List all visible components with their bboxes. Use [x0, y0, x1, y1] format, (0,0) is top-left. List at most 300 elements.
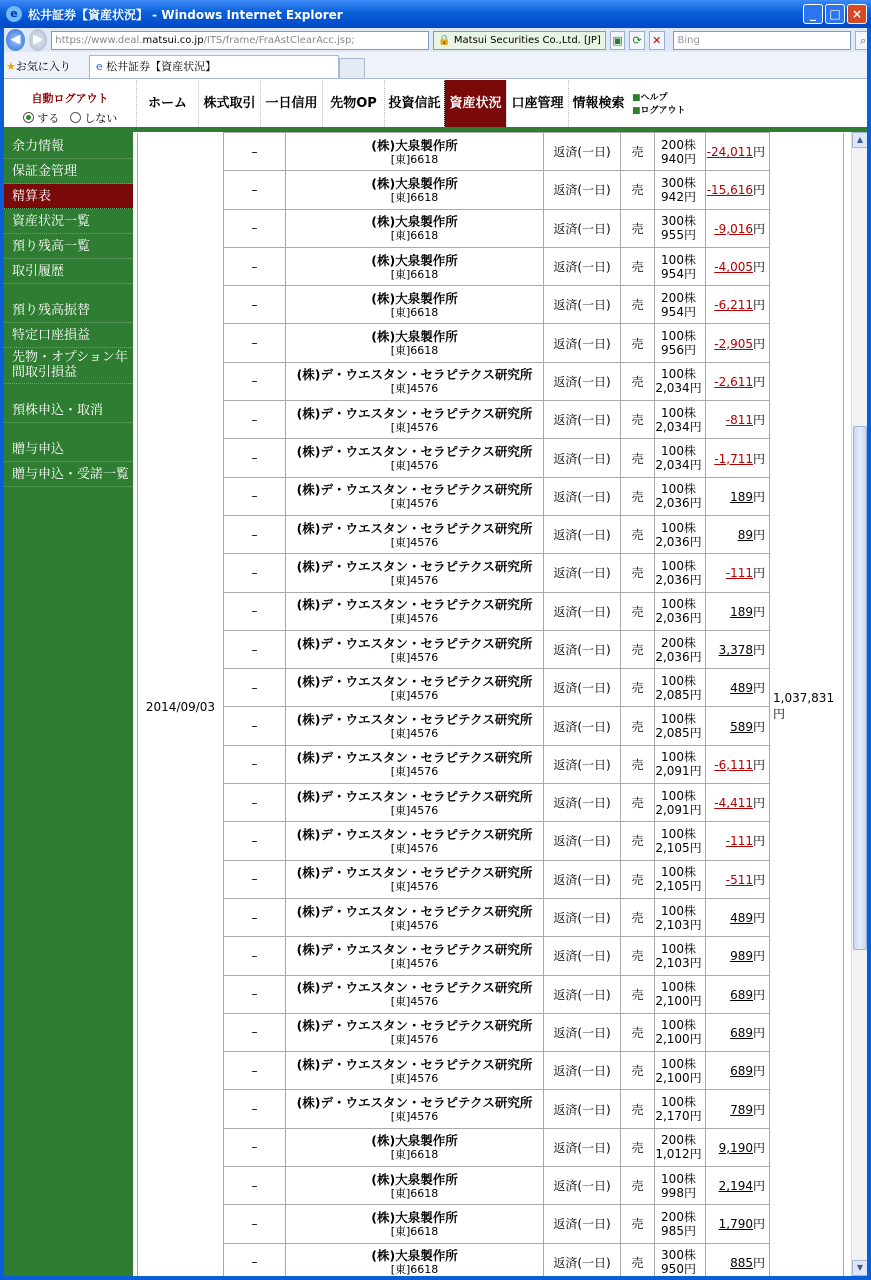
search-input[interactable]: Bing — [673, 31, 852, 50]
trade-type-cell: 返済(一日) — [544, 1013, 621, 1051]
stock-name: (株)デ・ウエスタン・セラピテクス研究所 — [296, 788, 533, 804]
profit-loss-link[interactable]: -9,016 — [714, 221, 753, 236]
sidebar-item[interactable]: 贈与申込 — [4, 437, 133, 462]
qty-price-cell: 100株 2,091円 — [655, 784, 706, 822]
stock-cell — [286, 669, 544, 707]
profit-loss-link[interactable]: -6,111 — [714, 757, 753, 772]
stock-name: (株)デ・ウエスタン・セラピテクス研究所 — [296, 482, 533, 498]
menu-item-3[interactable]: 先物OP — [322, 80, 384, 127]
table-row — [138, 1128, 844, 1166]
side-cell: 売 — [621, 975, 655, 1013]
side-cell: 売 — [621, 784, 655, 822]
refresh-icon[interactable]: ⟳ — [629, 31, 645, 50]
trade-type-cell: 返済(一日) — [544, 630, 621, 668]
table-row — [138, 515, 844, 553]
stock-name: (株)デ・ウエスタン・セラピテクス研究所 — [296, 597, 533, 613]
profit-loss-link[interactable]: -2,905 — [714, 336, 753, 351]
stock-name: (株)デ・ウエスタン・セラピテクス研究所 — [296, 826, 533, 842]
stock-code: [東]4576 — [390, 535, 439, 549]
table-row — [138, 554, 844, 592]
profit-loss-link[interactable]: 989 — [730, 949, 753, 964]
trade-type-cell: 返済(一日) — [544, 1167, 621, 1205]
stock-cell — [286, 247, 544, 285]
profit-loss-cell[interactable]: -1,711円 — [706, 439, 770, 477]
qty-price-cell: 100株 2,036円 — [655, 554, 706, 592]
table-row — [138, 362, 844, 400]
profit-loss-link[interactable]: -111 — [725, 834, 753, 849]
side-cell: 売 — [621, 209, 655, 247]
profit-loss-cell[interactable]: -15,616円 — [706, 171, 770, 209]
profit-loss-cell[interactable]: 9,190円 — [706, 1128, 770, 1166]
trade-type-cell: 返済(一日) — [544, 209, 621, 247]
vertical-scrollbar[interactable] — [851, 132, 867, 1276]
dash-cell: – — [224, 630, 286, 668]
logout-link[interactable]: ■ログアウト — [632, 106, 686, 116]
side-cell: 売 — [621, 554, 655, 592]
trade-type-cell: 返済(一日) — [544, 1052, 621, 1090]
table-row — [138, 324, 844, 362]
profit-loss-cell[interactable]: -511円 — [706, 860, 770, 898]
dash-cell: – — [224, 745, 286, 783]
profit-loss-cell[interactable]: -4,411円 — [706, 784, 770, 822]
sidebar-gap — [4, 384, 133, 398]
side-cell: 売 — [621, 401, 655, 439]
stock-cell — [286, 592, 544, 630]
stock-cell — [286, 898, 544, 936]
stock-name: (株)デ・ウエスタン・セラピテクス研究所 — [296, 367, 533, 383]
stock-code: [東]4576 — [390, 382, 439, 396]
dash-cell: – — [224, 439, 286, 477]
side-cell: 売 — [621, 171, 655, 209]
stock-code: [東]4576 — [390, 995, 439, 1009]
table-row — [138, 898, 844, 936]
profit-loss-cell[interactable]: 689円 — [706, 975, 770, 1013]
close-button[interactable]: × — [847, 4, 867, 24]
sidebar-item[interactable]: 先物・オプション年間取引損益 — [4, 348, 133, 384]
new-tab-button[interactable] — [339, 58, 365, 78]
profit-loss-link[interactable]: 489 — [730, 681, 753, 696]
stock-name: (株)デ・ウエスタン・セラピテクス研究所 — [296, 980, 533, 996]
side-cell: 売 — [621, 1013, 655, 1051]
stock-code: [東]4576 — [390, 573, 439, 587]
sidebar-item[interactable]: 預り残高振替 — [4, 298, 133, 323]
side-cell: 売 — [621, 707, 655, 745]
menu-item-2[interactable]: 一日信用 — [260, 80, 322, 127]
profit-loss-cell[interactable]: -2,905円 — [706, 324, 770, 362]
stock-code: [東]6618 — [390, 1148, 439, 1162]
sidebar-item[interactable]: 贈与申込・受諾一覧 — [4, 462, 133, 487]
profit-loss-cell[interactable]: -9,016円 — [706, 209, 770, 247]
dash-cell: – — [224, 515, 286, 553]
stop-icon[interactable]: ✕ — [649, 31, 665, 50]
window-frame-bottom — [0, 1276, 871, 1280]
profit-loss-link[interactable]: 689 — [730, 987, 753, 1002]
table-row — [138, 937, 844, 975]
table-row — [138, 630, 844, 668]
dash-cell: – — [224, 1128, 286, 1166]
qty-price-cell: 100株 2,036円 — [655, 592, 706, 630]
trade-type-cell: 返済(一日) — [544, 247, 621, 285]
site-header — [4, 80, 867, 132]
side-cell: 売 — [621, 286, 655, 324]
profit-loss-cell[interactable]: 1,790円 — [706, 1205, 770, 1243]
help-link[interactable]: ■ヘルプ — [632, 93, 668, 103]
dash-cell: – — [224, 707, 286, 745]
trade-type-cell: 返済(一日) — [544, 937, 621, 975]
stock-cell — [286, 860, 544, 898]
sidebar-item[interactable]: 特定口座損益 — [4, 323, 133, 348]
stock-code: [東]6618 — [390, 1263, 439, 1276]
auto-logout-off-label: しない — [84, 112, 118, 125]
profit-loss-cell[interactable]: 189円 — [706, 477, 770, 515]
profit-loss-link[interactable]: -15,616 — [706, 183, 753, 198]
profit-loss-cell[interactable]: 2,194円 — [706, 1167, 770, 1205]
ssl-label: Matsui Securities Co.,Ltd. [JP] — [453, 34, 601, 46]
side-cell: 売 — [621, 1128, 655, 1166]
side-cell: 売 — [621, 477, 655, 515]
favorites-button[interactable] — [6, 56, 71, 78]
url-prefix: https://www.deal. — [55, 34, 143, 46]
side-cell: 売 — [621, 1090, 655, 1128]
profit-loss-cell[interactable]: -6,211円 — [706, 286, 770, 324]
side-cell: 売 — [621, 592, 655, 630]
stock-name: (株)大泉製作所 — [371, 175, 458, 191]
scroll-up-icon[interactable]: ▲ — [852, 132, 868, 148]
trade-type-cell: 返済(一日) — [544, 822, 621, 860]
qty-price-cell: 100株 954円 — [655, 247, 706, 285]
stock-code: [東]4576 — [390, 612, 439, 626]
profit-loss-link[interactable]: -4,411 — [714, 796, 753, 811]
profit-loss-link[interactable]: -24,011 — [706, 145, 753, 160]
profit-loss-link[interactable]: -1,711 — [714, 451, 753, 466]
sidebar-item[interactable]: 預株申込・取消 — [4, 398, 133, 423]
forward-arrow-icon[interactable]: ▶ — [29, 29, 48, 51]
stock-name: (株)大泉製作所 — [371, 329, 458, 345]
stock-name: (株)デ・ウエスタン・セラピテクス研究所 — [296, 635, 533, 651]
trade-type-cell: 返済(一日) — [544, 975, 621, 1013]
dash-cell: – — [224, 209, 286, 247]
profit-loss-cell[interactable]: 89円 — [706, 515, 770, 553]
table-row — [138, 1205, 844, 1243]
profit-loss-link[interactable]: -511 — [725, 872, 753, 887]
trade-type-cell: 返済(一日) — [544, 1090, 621, 1128]
profit-loss-cell[interactable]: 885円 — [706, 1243, 770, 1276]
stock-code: [東]6618 — [390, 229, 439, 243]
profit-loss-link[interactable]: 9,190 — [718, 1140, 753, 1155]
stock-code: [東]4576 — [390, 727, 439, 741]
qty-price-cell: 300株 942円 — [655, 171, 706, 209]
profit-loss-cell[interactable]: -811円 — [706, 401, 770, 439]
side-cell: 売 — [621, 439, 655, 477]
stock-name: (株)大泉製作所 — [371, 1133, 458, 1149]
qty-price-cell: 100株 956円 — [655, 324, 706, 362]
profit-loss-link[interactable]: 589 — [730, 719, 753, 734]
menu-item-0[interactable]: ホーム — [136, 80, 198, 127]
window-frame-left — [0, 28, 4, 1280]
profit-loss-cell[interactable]: 489円 — [706, 669, 770, 707]
profit-loss-cell[interactable]: 489円 — [706, 898, 770, 936]
window-frame-right — [867, 28, 871, 1280]
stock-cell — [286, 554, 544, 592]
stock-code: [東]6618 — [390, 1224, 439, 1238]
stock-cell — [286, 401, 544, 439]
compat-view-icon[interactable]: ▣ — [610, 31, 626, 50]
qty-price-cell: 100株 2,100円 — [655, 1013, 706, 1051]
stock-code: [東]4576 — [390, 1110, 439, 1124]
stock-cell — [286, 362, 544, 400]
stock-name: (株)大泉製作所 — [371, 1209, 458, 1225]
dash-cell: – — [224, 286, 286, 324]
stock-cell — [286, 784, 544, 822]
table-row — [138, 477, 844, 515]
table-row — [138, 286, 844, 324]
qty-price-cell: 200株 940円 — [655, 133, 706, 171]
qty-price-cell: 200株 1,012円 — [655, 1128, 706, 1166]
trade-type-cell: 返済(一日) — [544, 171, 621, 209]
trade-type-cell: 返済(一日) — [544, 362, 621, 400]
dash-cell: – — [224, 1205, 286, 1243]
profit-loss-cell[interactable]: -24,011円 — [706, 133, 770, 171]
sidebar-item[interactable]: 余力情報 — [4, 134, 133, 159]
dash-cell: – — [224, 247, 286, 285]
profit-loss-link[interactable]: 1,790 — [718, 1217, 753, 1232]
table-row — [138, 1090, 844, 1128]
side-cell: 売 — [621, 745, 655, 783]
stock-cell — [286, 1013, 544, 1051]
stock-cell — [286, 477, 544, 515]
profit-loss-link[interactable]: 89 — [737, 528, 753, 543]
dash-cell: – — [224, 1013, 286, 1051]
profit-loss-link[interactable]: 689 — [730, 1025, 753, 1040]
auto-logout-on-radio[interactable] — [23, 112, 34, 123]
auto-logout-off-radio[interactable] — [70, 112, 81, 123]
qty-price-cell: 100株 2,085円 — [655, 669, 706, 707]
profit-loss-cell[interactable]: -2,611円 — [706, 362, 770, 400]
lock-icon: 🔒 — [438, 34, 451, 46]
profit-loss-link[interactable]: -6,211 — [714, 298, 753, 313]
stock-cell — [286, 133, 544, 171]
menu-item-4[interactable]: 投資信託 — [384, 80, 444, 127]
qty-price-cell: 100株 2,034円 — [655, 362, 706, 400]
stock-name: (株)大泉製作所 — [371, 290, 458, 306]
stock-name: (株)デ・ウエスタン・セラピテクス研究所 — [296, 673, 533, 689]
side-cell: 売 — [621, 362, 655, 400]
stock-name: (株)デ・ウエスタン・セラピテクス研究所 — [296, 444, 533, 460]
stock-cell — [286, 822, 544, 860]
trade-type-cell: 返済(一日) — [544, 745, 621, 783]
stock-name: (株)大泉製作所 — [371, 137, 458, 153]
stock-cell — [286, 1243, 544, 1276]
trade-type-cell: 返済(一日) — [544, 592, 621, 630]
menu-item-6[interactable]: 口座管理 — [506, 80, 568, 127]
profit-loss-cell[interactable]: 989円 — [706, 937, 770, 975]
window-titlebar — [0, 0, 871, 28]
side-cell: 売 — [621, 133, 655, 171]
stock-cell — [286, 937, 544, 975]
stock-name: (株)大泉製作所 — [371, 1171, 458, 1187]
stock-code: [東]4576 — [390, 841, 439, 855]
sidebar-item[interactable]: 取引履歴 — [4, 259, 133, 284]
dash-cell: – — [224, 133, 286, 171]
sidebar-item[interactable]: 預り残高一覧 — [4, 234, 133, 259]
profit-loss-link[interactable]: -2,611 — [714, 374, 753, 389]
profit-loss-link[interactable]: -111 — [725, 566, 753, 581]
stock-cell — [286, 171, 544, 209]
stock-cell — [286, 1052, 544, 1090]
dash-cell: – — [224, 1090, 286, 1128]
trade-type-cell: 返済(一日) — [544, 477, 621, 515]
stock-code: [東]4576 — [390, 956, 439, 970]
profit-loss-cell[interactable]: 3,378円 — [706, 630, 770, 668]
stock-code: [東]4576 — [390, 803, 439, 817]
profit-loss-cell[interactable]: -111円 — [706, 554, 770, 592]
scroll-down-icon[interactable]: ▼ — [852, 1260, 868, 1276]
side-cell: 売 — [621, 247, 655, 285]
stock-name: (株)デ・ウエスタン・セラピテクス研究所 — [296, 941, 533, 957]
ssl-identity-badge[interactable] — [433, 31, 606, 50]
stock-name: (株)デ・ウエスタン・セラピテクス研究所 — [296, 1095, 533, 1111]
qty-price-cell: 100株 2,100円 — [655, 1052, 706, 1090]
profit-loss-link[interactable]: 885 — [730, 1255, 753, 1270]
address-input[interactable] — [51, 31, 429, 50]
sidebar-item[interactable]: 保証金管理 — [4, 159, 133, 184]
profit-loss-cell[interactable]: 689円 — [706, 1052, 770, 1090]
star-icon: ★ — [6, 60, 16, 73]
stock-name: (株)デ・ウエスタン・セラピテクス研究所 — [296, 750, 533, 766]
stock-cell — [286, 975, 544, 1013]
auto-logout-title: 自動ログアウト — [31, 92, 109, 105]
profit-loss-link[interactable]: 689 — [730, 1064, 753, 1079]
profit-loss-cell[interactable]: 689円 — [706, 1013, 770, 1051]
stock-code: [東]4576 — [390, 918, 439, 932]
trade-type-cell: 返済(一日) — [544, 860, 621, 898]
side-cell: 売 — [621, 1243, 655, 1276]
trade-type-cell: 返済(一日) — [544, 898, 621, 936]
side-cell: 売 — [621, 860, 655, 898]
stock-name: (株)デ・ウエスタン・セラピテクス研究所 — [296, 903, 533, 919]
trade-type-cell: 返済(一日) — [544, 784, 621, 822]
qty-price-cell: 300株 950円 — [655, 1243, 706, 1276]
menu-item-1[interactable]: 株式取引 — [198, 80, 260, 127]
window-controls — [803, 4, 867, 24]
qty-price-cell: 100株 2,103円 — [655, 898, 706, 936]
stock-name: (株)大泉製作所 — [371, 252, 458, 268]
profit-loss-link[interactable]: 3,378 — [718, 643, 753, 657]
dash-cell: – — [224, 898, 286, 936]
table-row — [138, 975, 844, 1013]
maximize-button[interactable]: □ — [825, 4, 845, 24]
stock-code: [東]4576 — [390, 688, 439, 702]
dash-cell: – — [224, 554, 286, 592]
table-row — [138, 1052, 844, 1090]
qty-price-cell: 100株 2,105円 — [655, 822, 706, 860]
profit-loss-cell[interactable]: 789円 — [706, 1090, 770, 1128]
profit-loss-cell[interactable]: 589円 — [706, 707, 770, 745]
profit-loss-link[interactable]: -811 — [725, 413, 753, 428]
stock-code: [東]4576 — [390, 497, 439, 511]
trade-type-cell: 返済(一日) — [544, 707, 621, 745]
profit-loss-cell[interactable]: -6,111円 — [706, 745, 770, 783]
back-arrow-icon[interactable]: ◀ — [6, 29, 25, 51]
qty-price-cell: 100株 2,103円 — [655, 937, 706, 975]
stock-cell — [286, 630, 544, 668]
profit-loss-cell[interactable]: 189円 — [706, 592, 770, 630]
qty-price-cell: 100株 2,085円 — [655, 707, 706, 745]
total-cell: 1,037,831円 — [770, 133, 844, 1277]
trade-type-cell: 返済(一日) — [544, 286, 621, 324]
scroll-thumb[interactable] — [853, 426, 867, 950]
dash-cell: – — [224, 362, 286, 400]
table-row — [138, 592, 844, 630]
stock-code: [東]6618 — [390, 305, 439, 319]
menu-item-5[interactable]: 資産状況 — [444, 80, 506, 127]
qty-price-cell: 100株 998円 — [655, 1167, 706, 1205]
profit-loss-link[interactable]: 2,194 — [718, 1179, 753, 1194]
table-row — [138, 171, 844, 209]
trade-type-cell: 返済(一日) — [544, 515, 621, 553]
side-cell: 売 — [621, 1205, 655, 1243]
favorites-label: お気に入り — [15, 60, 71, 73]
profit-loss-link[interactable]: 489 — [730, 911, 753, 926]
sidebar-item[interactable]: 精算表 — [4, 184, 133, 209]
sidebar-item[interactable]: 資産状況一覧 — [4, 209, 133, 234]
dash-cell: – — [224, 171, 286, 209]
address-toolbar — [0, 28, 871, 52]
menu-item-7[interactable]: 情報検索 — [568, 80, 628, 127]
stock-cell — [286, 286, 544, 324]
stock-code: [東]6618 — [390, 190, 439, 204]
table-row — [138, 784, 844, 822]
url-domain: matsui.co.jp — [142, 34, 204, 46]
search-icon[interactable]: ⌕ — [855, 31, 871, 50]
profit-loss-link[interactable]: 789 — [730, 1102, 753, 1117]
trade-type-cell: 返済(一日) — [544, 1205, 621, 1243]
profit-loss-cell[interactable]: -111円 — [706, 822, 770, 860]
stock-cell — [286, 1205, 544, 1243]
trade-type-cell: 返済(一日) — [544, 133, 621, 171]
trade-type-cell: 返済(一日) — [544, 401, 621, 439]
dash-cell: – — [224, 1167, 286, 1205]
favorites-bar — [0, 52, 871, 79]
trade-date-cell: 2014/09/03 — [138, 133, 224, 1277]
table-row — [138, 669, 844, 707]
dash-cell: – — [224, 784, 286, 822]
profit-loss-cell[interactable]: -4,005円 — [706, 247, 770, 285]
profit-loss-link[interactable]: -4,005 — [714, 260, 753, 275]
browser-tab[interactable] — [89, 55, 339, 78]
table-row — [138, 860, 844, 898]
minimize-button[interactable]: _ — [803, 4, 823, 24]
dash-cell: – — [224, 669, 286, 707]
stock-cell — [286, 1167, 544, 1205]
side-cell: 売 — [621, 898, 655, 936]
table-row — [138, 707, 844, 745]
profit-loss-link[interactable]: 189 — [730, 604, 753, 619]
stock-code: [東]6618 — [390, 1186, 439, 1200]
trade-type-cell: 返済(一日) — [544, 1128, 621, 1166]
stock-cell — [286, 1090, 544, 1128]
profit-loss-link[interactable]: 189 — [730, 489, 753, 504]
tab-title: 松井証券【資産状況】 — [106, 60, 217, 73]
main-menu — [136, 80, 628, 127]
side-cell: 売 — [621, 630, 655, 668]
stock-name: (株)デ・ウエスタン・セラピテクス研究所 — [296, 558, 533, 574]
table-row — [138, 822, 844, 860]
stock-name: (株)大泉製作所 — [371, 1248, 458, 1264]
stock-cell — [286, 707, 544, 745]
trade-type-cell: 返済(一日) — [544, 324, 621, 362]
trade-type-cell: 返済(一日) — [544, 669, 621, 707]
